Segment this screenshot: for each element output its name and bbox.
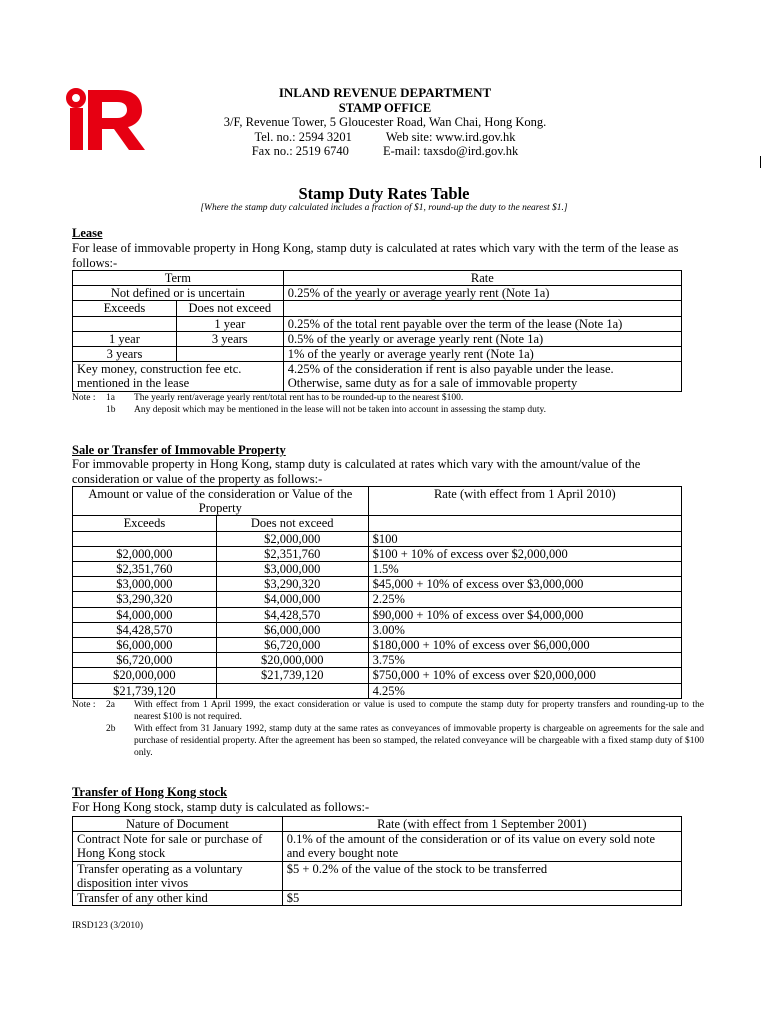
table-row — [73, 891, 682, 906]
note-row — [72, 404, 704, 416]
note-row — [72, 392, 704, 404]
lease-intro: For lease of immovable property in Hong Kong, stamp duty is calculated at rates which vary with the term of the lease as follows:- — [72, 241, 679, 270]
cell-rate: $45,000 + 10% of excess over $3,000,000 — [368, 577, 681, 592]
table-row — [73, 271, 682, 286]
cell-exceeds: $4,428,570 — [73, 622, 217, 637]
header-rate: Rate — [283, 271, 681, 286]
table-row — [73, 331, 682, 346]
cell-line: Hong Kong stock — [77, 846, 166, 861]
cell-key-money-term — [73, 362, 284, 391]
cell-not-exceed: $20,000,000 — [216, 653, 368, 668]
cell-rate: 0.5% of the yearly or average yearly rent (Note 1a) — [283, 331, 681, 346]
header-rate: Rate (with effect from 1 April 2010) — [368, 487, 681, 516]
website: Web site: www.ird.gov.hk — [385, 129, 516, 144]
sale-notes — [72, 699, 704, 759]
cell-exceeds: 1 year — [73, 331, 177, 346]
table-row — [73, 861, 682, 890]
key-money-term-line: Key money, construction fee etc. — [77, 362, 242, 377]
cell-nature — [73, 861, 283, 890]
fax-number: Fax no.: 2519 6740 — [251, 144, 349, 158]
header-term: Term — [73, 271, 284, 286]
table-row — [73, 683, 682, 698]
note-label: Note : — [72, 393, 96, 403]
stock-heading: Transfer of Hong Kong stock — [72, 785, 228, 799]
table-row — [73, 832, 682, 861]
cell-rate — [283, 301, 681, 316]
cell-line: disposition inter vivos — [77, 875, 189, 890]
table-row — [73, 607, 682, 622]
stock-table — [72, 816, 682, 906]
note-text: Any deposit which may be mentioned in the lease will not be taken into account in assessing the stamp duty. — [134, 405, 547, 415]
cell-rate: 4.25% — [368, 683, 681, 698]
cell-exceeds: $4,000,000 — [73, 607, 217, 622]
cell-rate: $90,000 + 10% of excess over $4,000,000 — [368, 607, 681, 622]
department-name: INLAND REVENUE DEPARTMENT — [278, 85, 492, 100]
subheader-not-exceed: Does not exceed — [216, 516, 368, 531]
cell-rate: 0.25% of the total rent payable over the term of the lease (Note 1a) — [283, 316, 681, 331]
table-row — [73, 316, 682, 331]
header-nature: Nature of Document — [73, 817, 283, 832]
cell-not-exceed — [216, 683, 368, 698]
table-row — [73, 516, 682, 531]
cell-exceeds: $2,351,760 — [73, 562, 217, 577]
cell-not-exceed: $6,720,000 — [216, 638, 368, 653]
lease-table — [72, 270, 682, 392]
form-code: IRSD123 (3/2010) — [72, 921, 143, 931]
note-label: Note : — [72, 700, 96, 710]
cell-exceeds: $3,290,320 — [73, 592, 217, 607]
table-row — [73, 347, 682, 362]
subheader-not-exceed: Does not exceed — [176, 301, 283, 316]
table-row — [73, 817, 682, 832]
cell-rate: 1.5% — [368, 562, 681, 577]
cell-term: Not defined or is uncertain — [73, 286, 284, 301]
stock-intro: For Hong Kong stock, stamp duty is calculated as follows:- — [72, 800, 370, 814]
cell-rate: $5 + 0.2% of the value of the stock to be transferred — [282, 861, 681, 890]
note-key: 1a — [106, 393, 115, 403]
lease-heading: Lease — [72, 226, 103, 240]
table-row — [73, 668, 682, 683]
cell-exceeds: $20,000,000 — [73, 668, 217, 683]
note-key: 1b — [106, 405, 116, 415]
key-money-rate-line: Otherwise, same duty as for a sale of immovable property — [287, 376, 578, 391]
sale-heading: Sale or Transfer of Immovable Property — [72, 443, 286, 457]
sale-intro: For immovable property in Hong Kong, stamp duty is calculated at rates which vary with the amount/value of the consideration or value of the property as follows:- — [72, 457, 641, 486]
table-row — [73, 592, 682, 607]
ird-logo — [66, 86, 146, 152]
cell-rate: 0.25% of the yearly or average yearly rent (Note 1a) — [283, 286, 681, 301]
cell-not-exceed: $4,000,000 — [216, 592, 368, 607]
table-row — [73, 531, 682, 546]
sale-table — [72, 486, 682, 699]
table-row — [73, 562, 682, 577]
cell-rate: $750,000 + 10% of excess over $20,000,000 — [368, 668, 681, 683]
cell-key-money-rate — [283, 362, 681, 391]
subheader-exceeds: Exceeds — [73, 301, 177, 316]
cell-not-exceed — [176, 347, 283, 362]
header-amount-line: Amount or value of the consideration or Value of the — [88, 487, 353, 501]
letterhead — [190, 86, 580, 159]
cell-line: Transfer operating as a voluntary — [77, 861, 243, 876]
header-rate: Rate (with effect from 1 September 2001) — [282, 817, 681, 832]
cell-rate — [282, 832, 681, 861]
subheader-exceeds: Exceeds — [73, 516, 217, 531]
cell-rate: 1% of the yearly or average yearly rent (Note 1a) — [283, 347, 681, 362]
cell-exceeds: $6,720,000 — [73, 653, 217, 668]
sale-rows — [73, 531, 682, 698]
note-text: With effect from 31 January 1992, stamp duty at the same rates as conveyances of immovable property is chargeable on agreements for the sale and purchase of residential property. After the agreement has been so stamped, the related conveyance will be chargeable with a fixed stamp duty of $100 only. — [134, 724, 704, 758]
table-row — [73, 622, 682, 637]
cell-not-exceed: $3,290,320 — [216, 577, 368, 592]
header-amount — [73, 487, 369, 516]
cell-line: Contract Note for sale or purchase of — [77, 832, 263, 847]
table-row — [73, 638, 682, 653]
cell-not-exceed: $2,000,000 — [216, 531, 368, 546]
table-row — [73, 577, 682, 592]
office-name: STAMP OFFICE — [338, 100, 432, 115]
note-text: The yearly rent/average yearly rent/total rent has to be rounded-up to the nearest $100. — [134, 393, 464, 403]
email: E-mail: taxsdo@ird.gov.hk — [382, 144, 519, 158]
page-title: Stamp Duty Rates Table — [298, 184, 470, 203]
cell-not-exceed: 1 year — [176, 316, 283, 331]
cell-exceeds: $6,000,000 — [73, 638, 217, 653]
cell-nature — [73, 832, 283, 861]
cell-not-exceed: $21,739,120 — [216, 668, 368, 683]
note-row — [72, 723, 704, 759]
table-row — [73, 301, 682, 316]
cell-exceeds: $3,000,000 — [73, 577, 217, 592]
key-money-term-line: mentioned in the lease — [77, 376, 190, 391]
cell-not-exceed: 3 years — [176, 331, 283, 346]
key-money-rate-line: 4.25% of the consideration if rent is also payable under the lease. — [287, 362, 614, 377]
note-key: 2a — [106, 700, 115, 710]
cell-rate: $180,000 + 10% of excess over $6,000,000 — [368, 638, 681, 653]
cell-rate: 2.25% — [368, 592, 681, 607]
text-cursor — [760, 156, 761, 168]
page-subtitle: [Where the stamp duty calculated includes a fraction of $1, round-up the duty to the nearest $1.] — [200, 203, 568, 213]
cell-line: 0.1% of the amount of the consideration or of its value on every sold note — [286, 832, 655, 847]
cell-rate: 3.00% — [368, 622, 681, 637]
cell-exceeds: $21,739,120 — [73, 683, 217, 698]
cell-exceeds — [73, 316, 177, 331]
cell-exceeds — [73, 531, 217, 546]
table-row — [73, 653, 682, 668]
cell-rate: $100 + 10% of excess over $2,000,000 — [368, 546, 681, 561]
note-key: 2b — [106, 724, 116, 734]
cell-rate: $100 — [368, 531, 681, 546]
cell-rate: 3.75% — [368, 653, 681, 668]
address: 3/F, Revenue Tower, 5 Gloucester Road, Wan Chai, Hong Kong. — [223, 115, 547, 129]
lease-notes — [72, 392, 704, 416]
table-row — [73, 362, 682, 391]
note-row — [72, 699, 704, 723]
cell-not-exceed: $3,000,000 — [216, 562, 368, 577]
cell-not-exceed: $6,000,000 — [216, 622, 368, 637]
table-row — [73, 286, 682, 301]
table-row — [73, 546, 682, 561]
cell-exceeds: $2,000,000 — [73, 546, 217, 561]
cell-exceeds: 3 years — [73, 347, 177, 362]
header-amount-line: Property — [198, 501, 242, 516]
cell-rate: $5 — [282, 891, 681, 906]
tel-number: Tel. no.: 2594 3201 — [254, 129, 352, 144]
table-row — [73, 487, 682, 516]
cell-not-exceed: $2,351,760 — [216, 546, 368, 561]
cell-not-exceed: $4,428,570 — [216, 607, 368, 622]
cell-line: and every bought note — [286, 846, 399, 861]
cell-nature: Transfer of any other kind — [73, 891, 283, 906]
note-text: With effect from 1 April 1999, the exact consideration or value is used to compute the stamp duty for property transfers and rounding-up to the nearest $100 is not required. — [134, 700, 704, 722]
